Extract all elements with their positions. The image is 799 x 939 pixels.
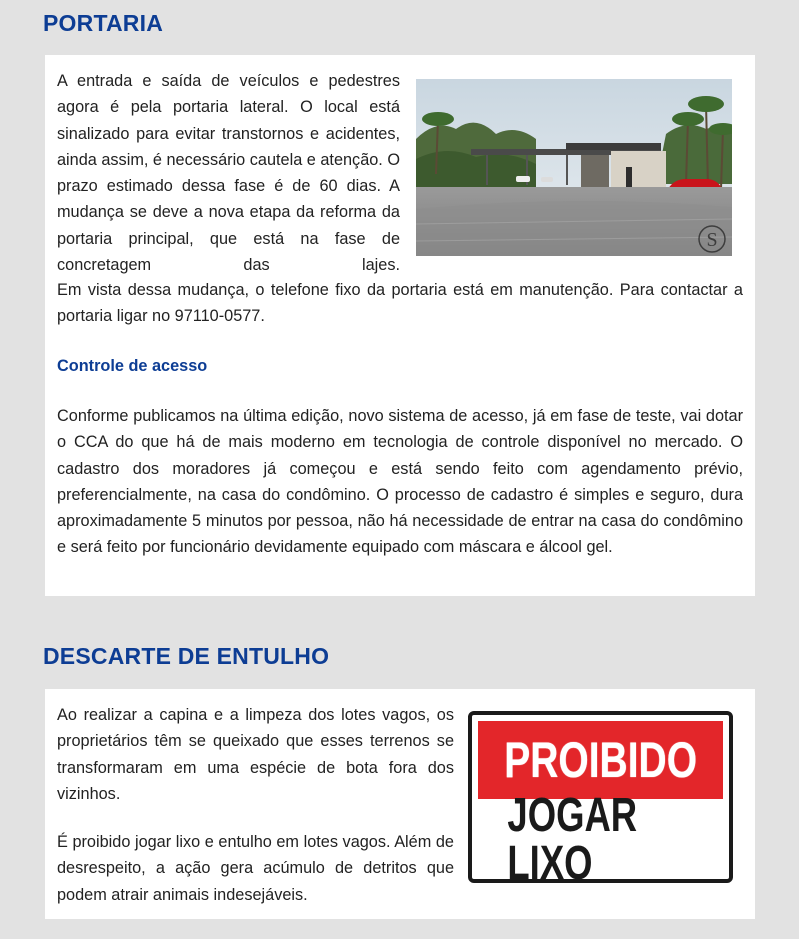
- portaria-photo: [416, 79, 732, 256]
- proibido-jogar-lixo-sign: [468, 711, 733, 883]
- controle-acesso-paragraph: Conforme publicamos na última edição, novo sistema de acesso, já em fase de teste, vai dotar o CCA do que há de mais moderno em tecnologia de controle disponível no mercado. O cadastro dos moradores já começou e está sendo feito com agendamento prévio, preferencialmente, na casa do condômino. O processo de cadastro é simples e seguro, dura aproximadamente 5 minutos por pessoa, não há necessidade de entrar na casa do condômino e será feito por funcionário devidamente equipado com máscara e álcool gel.: [57, 407, 743, 557]
- sign-bottom-text: JOGAR LIXO: [507, 789, 638, 883]
- watermark-logo: S: [706, 229, 718, 251]
- sign-red-banner: [478, 721, 723, 799]
- entulho-section-title: DESCARTE DE ENTULHO: [43, 643, 330, 669]
- entulho-card: [45, 689, 755, 919]
- sign-white-panel: [478, 789, 723, 883]
- portaria-section-title: PORTARIA: [43, 10, 164, 36]
- portaria-rendering-image: [416, 79, 732, 256]
- portaria-card: [45, 55, 755, 596]
- portaria-paragraph-part1: A entrada e saída de veículos e pedestres agora é pela portaria lateral. O local está sinalizado para evitar transtornos e acidentes, ainda assim, é necessário cautela e atenção. O prazo estimado dessa fase é de 60 dias. A mudança se deve a nova etapa da reforma da portaria principal, que está na fase de concretagem das lajes.: [57, 72, 401, 275]
- entulho-paragraph-2: É proibido jogar lixo e entulho em lotes vagos. Além de desrespeito, a ação gera acúmulo de detritos que podem atrair animais indesejáveis.: [57, 833, 454, 904]
- controle-acesso-subheading: Controle de acesso: [57, 357, 208, 375]
- entulho-paragraph-1: Ao realizar a capina e a limpeza dos lotes vagos, os proprietários têm se queixado que esses terrenos se transformaram em uma espécie de bota fora dos vizinhos.: [57, 706, 454, 803]
- portaria-paragraph-part2: Em vista dessa mudança, o telefone fixo da portaria está em manutenção. Para contactar a portaria ligar no 97110-0577.: [57, 281, 743, 326]
- sign-top-text: PROIBIDO: [504, 732, 697, 788]
